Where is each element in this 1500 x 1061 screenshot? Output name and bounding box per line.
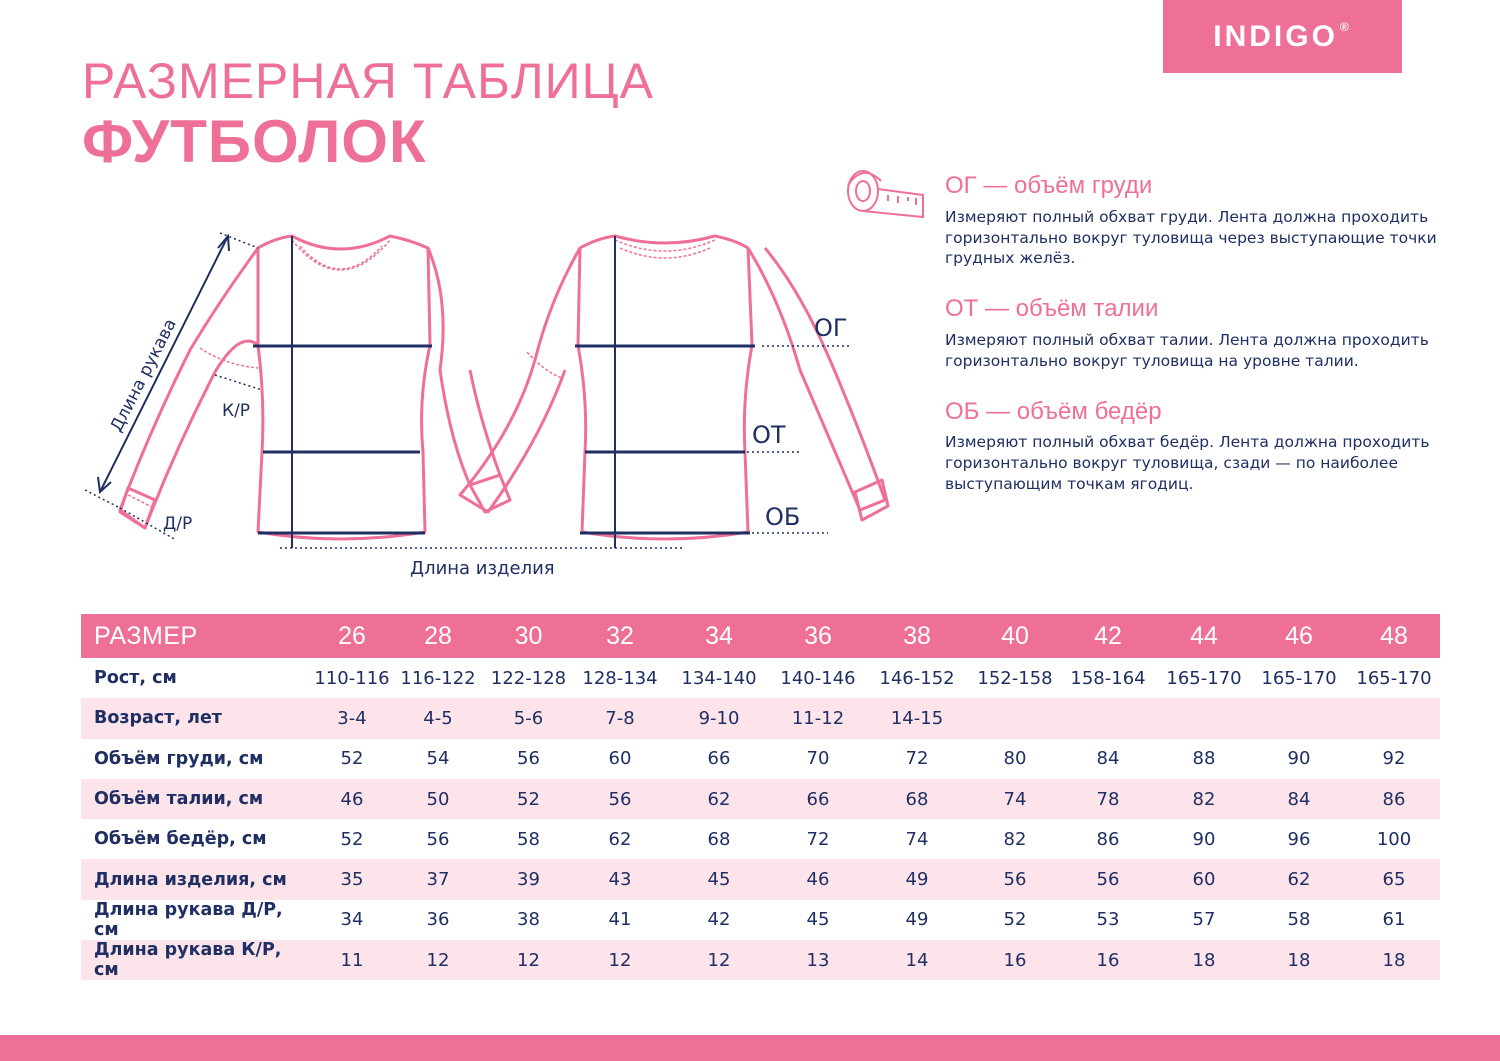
table-cell: 90	[1287, 748, 1311, 770]
header-size: 32	[576, 614, 664, 658]
header-size: 38	[862, 614, 972, 658]
header-size: 40	[972, 614, 1058, 658]
table-cell: 62	[664, 779, 774, 819]
table-cell: 46	[774, 859, 862, 899]
table-cell: 78	[1058, 779, 1158, 819]
row-label: Длина рукава Д/Р, см	[94, 899, 283, 940]
table-cell: 56	[972, 859, 1058, 899]
table-cell: 12	[664, 940, 774, 980]
table-cell: 18	[1158, 940, 1250, 980]
table-cell: 82	[1003, 828, 1027, 850]
table-cell: 7-8	[576, 698, 664, 738]
front-tshirt-illustration	[120, 236, 510, 539]
header-size: 48	[1348, 614, 1440, 658]
table-cell: 18	[1348, 940, 1440, 980]
table-cell: 62	[608, 828, 632, 850]
header-size-label: РАЗМЕР	[81, 614, 309, 658]
definition-chest-text: Измеряют полный обхват груди. Лента должна проходить горизонтально вокруг туловища через выступающие точки грудных желёз.	[945, 207, 1437, 268]
table-cell: 45	[664, 859, 774, 899]
hips-label: ОБ	[765, 503, 801, 531]
table-cell: 70	[806, 748, 830, 770]
header-size: 46	[1250, 614, 1348, 658]
table-cell	[1058, 698, 1158, 738]
table-cell: 58	[517, 828, 540, 850]
table-cell: 38	[517, 909, 540, 931]
definition-hips	[945, 398, 1445, 495]
table-cell	[1250, 698, 1348, 738]
table-cell: 110-116	[314, 667, 390, 689]
table-cell: 16	[1058, 940, 1158, 980]
row-label: Объём бедёр, см	[94, 829, 267, 850]
table-cell: 84	[1096, 748, 1120, 770]
chest-label: ОГ	[814, 314, 848, 342]
table-cell: 37	[395, 859, 481, 899]
table-cell: 82	[1158, 779, 1250, 819]
bottom-bar	[0, 1035, 1500, 1061]
table-cell: 116-122	[400, 667, 476, 689]
table-cell: 49	[905, 909, 929, 931]
definition-waist-text: Измеряют полный обхват талии. Лента должна проходить горизонтально вокруг туловища на уровне талии.	[945, 330, 1429, 370]
table-cell: 90	[1192, 828, 1216, 850]
header-size: 42	[1058, 614, 1158, 658]
table-cell: 62	[1250, 859, 1348, 899]
header-size: 44	[1158, 614, 1250, 658]
sleeve-length-label: Длина рукава	[106, 315, 181, 436]
row-label: Возраст, лет	[81, 698, 309, 738]
table-cell: 54	[426, 748, 450, 770]
table-cell: 57	[1192, 909, 1216, 931]
sleeve-length-arrow	[98, 236, 229, 492]
table-cell: 68	[707, 828, 731, 850]
table-row	[81, 658, 1440, 698]
table-cell: 88	[1192, 748, 1216, 770]
table-row	[81, 819, 1440, 859]
table-cell	[1348, 698, 1440, 738]
header-size: 28	[395, 614, 481, 658]
table-cell: 80	[1003, 748, 1027, 770]
table-cell: 58	[1287, 909, 1311, 931]
definition-waist-title: ОТ — объём талии	[945, 295, 1159, 323]
table-cell: 13	[774, 940, 862, 980]
table-cell: 68	[862, 779, 972, 819]
table-cell: 66	[707, 748, 731, 770]
table-cell: 56	[576, 779, 664, 819]
table-cell: 165-170	[1166, 667, 1242, 689]
table-cell: 18	[1250, 940, 1348, 980]
header-size: 34	[664, 614, 774, 658]
long-sleeve-label: Д/Р	[163, 514, 193, 534]
table-cell: 9-10	[664, 698, 774, 738]
table-cell: 34	[340, 909, 364, 931]
table-cell: 52	[1003, 909, 1027, 931]
size-table	[81, 614, 1440, 980]
table-cell: 45	[806, 909, 830, 931]
table-cell: 72	[806, 828, 830, 850]
table-cell: 35	[309, 859, 395, 899]
table-cell: 4-5	[395, 698, 481, 738]
header-size: 26	[309, 614, 395, 658]
table-row	[81, 900, 1440, 940]
table-cell: 12	[576, 940, 664, 980]
short-sleeve-label: К/Р	[222, 401, 251, 421]
measuring-tape-icon	[843, 165, 929, 221]
table-cell: 128-134	[582, 667, 658, 689]
back-tshirt-illustration	[460, 236, 888, 539]
table-cell: 72	[905, 748, 929, 770]
table-cell: 66	[774, 779, 862, 819]
table-cell: 60	[608, 748, 632, 770]
table-cell: 52	[340, 748, 364, 770]
table-cell: 43	[576, 859, 664, 899]
table-cell: 146-152	[879, 667, 955, 689]
table-cell: 52	[481, 779, 576, 819]
table-cell: 65	[1348, 859, 1440, 899]
table-cell: 11-12	[774, 698, 862, 738]
measurement-definitions	[945, 172, 1445, 521]
table-cell: 14-15	[862, 698, 972, 738]
table-row	[81, 779, 1440, 819]
definition-chest-title: ОГ — объём груди	[945, 172, 1153, 199]
row-label: Длина изделия, см	[81, 859, 309, 899]
header-size: 30	[481, 614, 576, 658]
table-cell: 14	[862, 940, 972, 980]
table-cell: 86	[1348, 779, 1440, 819]
page-title-line2: ФУТБОЛОК	[82, 108, 427, 175]
table-cell: 60	[1158, 859, 1250, 899]
table-cell: 52	[340, 828, 364, 850]
header-size: 36	[774, 614, 862, 658]
table-header-row	[81, 614, 1440, 658]
table-cell: 12	[481, 940, 576, 980]
table-cell: 96	[1287, 828, 1311, 850]
page-title-line1: РАЗМЕРНАЯ ТАБЛИЦА	[82, 53, 654, 109]
brand-logo	[1163, 0, 1402, 73]
logo-text: INDIGO ®	[1213, 19, 1352, 53]
table-cell: 92	[1382, 748, 1406, 770]
table-cell: 11	[309, 940, 395, 980]
table-cell: 74	[905, 828, 929, 850]
table-cell: 36	[426, 909, 450, 931]
table-cell: 140-146	[780, 667, 856, 689]
table-row	[81, 739, 1440, 779]
table-cell: 84	[1250, 779, 1348, 819]
table-row	[81, 940, 1440, 980]
table-cell: 56	[1058, 859, 1158, 899]
table-cell	[972, 698, 1058, 738]
table-row	[81, 859, 1440, 899]
table-cell: 46	[309, 779, 395, 819]
table-cell: 49	[862, 859, 972, 899]
table-cell: 152-158	[977, 667, 1053, 689]
table-cell: 100	[1376, 828, 1412, 850]
table-cell: 165-170	[1356, 667, 1432, 689]
table-cell: 122-128	[490, 667, 567, 689]
table-cell: 134-140	[681, 667, 757, 689]
row-label: Длина рукава К/Р, см	[81, 940, 309, 980]
table-cell: 41	[608, 909, 632, 931]
tshirt-measurement-diagram	[0, 170, 940, 590]
row-label: Объём груди, см	[94, 748, 264, 769]
table-cell: 74	[972, 779, 1058, 819]
table-cell: 158-164	[1070, 667, 1146, 689]
table-cell: 86	[1096, 828, 1120, 850]
table-cell: 5-6	[481, 698, 576, 738]
definition-hips-text: Измеряют полный обхват бедёр. Лента должна проходить горизонтально вокруг туловища, сзади — по наиболее выступающим точкам ягодиц.	[945, 433, 1430, 493]
table-cell	[1158, 698, 1250, 738]
table-cell: 53	[1096, 909, 1120, 931]
table-cell: 39	[481, 859, 576, 899]
row-label: Рост, см	[94, 668, 177, 689]
waist-label: ОТ	[752, 421, 786, 449]
row-label: Объём талии, см	[81, 779, 309, 819]
table-cell: 3-4	[309, 698, 395, 738]
table-cell: 56	[517, 748, 540, 770]
table-cell: 12	[395, 940, 481, 980]
registered-mark: ®	[1339, 19, 1352, 34]
table-row	[81, 698, 1440, 738]
table-cell: 56	[426, 828, 450, 850]
garment-length-label: Длина изделия	[410, 558, 555, 579]
table-cell: 50	[395, 779, 481, 819]
table-cell: 165-170	[1261, 667, 1337, 689]
table-cell: 16	[972, 940, 1058, 980]
definition-hips-title: ОБ — объём бедёр	[945, 397, 1162, 425]
table-cell: 61	[1382, 909, 1406, 931]
definition-chest	[945, 172, 1445, 269]
definition-waist	[945, 295, 1445, 371]
table-cell: 42	[707, 909, 731, 931]
